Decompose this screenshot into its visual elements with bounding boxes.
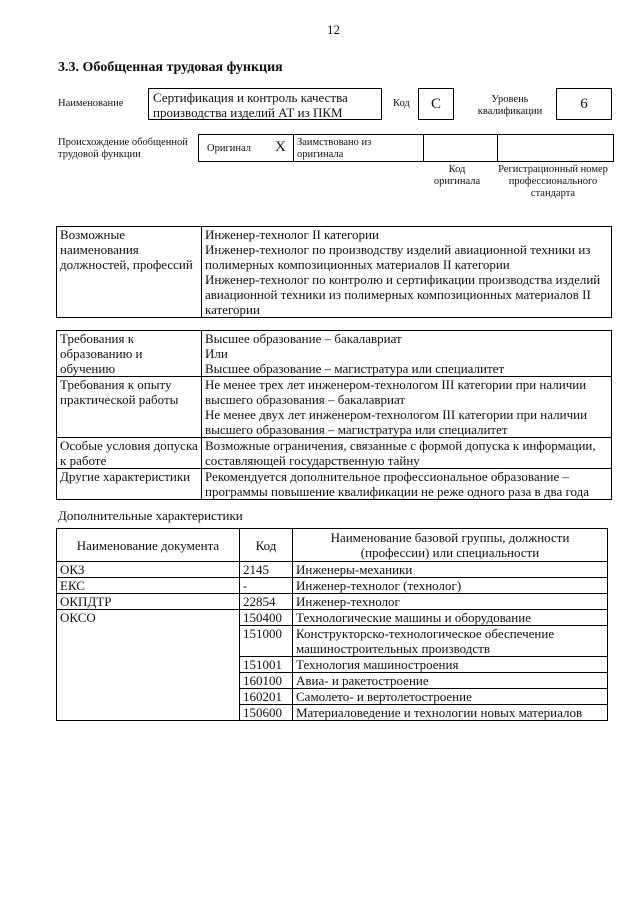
position-line: полимерных композиционных материалов II категории [205, 257, 510, 272]
additional-header-row [57, 529, 608, 562]
position-line: Инженер-технолог по контролю и сертификации производства изделий [205, 272, 601, 287]
requirement-row [57, 377, 612, 438]
original-mark: X [275, 139, 286, 155]
row-code: - [240, 578, 293, 594]
code-original-caption: Код оригинала [433, 164, 481, 187]
row-name: Инженер-технолог (технолог) [293, 578, 608, 594]
original-label: Оригинал [207, 143, 251, 154]
additional-table [56, 528, 608, 721]
row-document: ОКПДТР [57, 594, 240, 610]
row-name: Технологические машины и оборудование [293, 610, 608, 626]
row-name: Конструкторско-технологическое обеспечение машиностроительных производств [293, 626, 608, 657]
requirement-line: составляющей государственную тайну [205, 453, 420, 468]
requirement-line: Не менее трех лет инженером-технологом III категории при наличии [205, 377, 587, 392]
header-name: Наименование базовой группы, должности (профессии) или специальности [293, 529, 608, 562]
page-number: 12 [327, 22, 340, 37]
row-name: Авиа- и ракетостроение [293, 673, 608, 689]
row-code: 150600 [240, 705, 293, 721]
reg-number-caption: Регистрационный номер профессионального стандарта [498, 164, 608, 199]
level-label: Уровень квалификации [477, 94, 543, 117]
additional-title: Дополнительные характеристики [58, 508, 243, 523]
row-name: Материаловедение и технологии новых материалов [293, 705, 608, 721]
position-line: авиационной техники из полимерных композиционных материалов II [205, 287, 591, 302]
level-value: 6 [556, 88, 612, 120]
row-name: Самолето- и вертолетостроение [293, 689, 608, 705]
row-name: Технология машиностроения [293, 657, 608, 673]
requirement-line: Высшее образование – бакалавриат [205, 331, 402, 346]
requirement-row [57, 469, 612, 500]
position-line: Инженер-технолог по производству изделий авиационной техники из [205, 242, 591, 257]
requirement-label: Особые условия допуска к работе [57, 438, 202, 469]
row-name: Инженер-технолог [293, 594, 608, 610]
row-code: 160100 [240, 673, 293, 689]
requirement-line: Или [205, 346, 228, 361]
positions-table [56, 226, 612, 318]
requirement-line: Не менее двух лет инженером-технологом III категории при наличии [205, 407, 588, 422]
header-document: Наименование документа [57, 529, 240, 562]
positions-values [202, 227, 612, 318]
borrowed-label: Заимствовано из оригинала [297, 137, 372, 160]
requirement-row [57, 331, 612, 377]
row-document: ЕКС [57, 578, 240, 594]
name-label: Наименование [58, 98, 124, 109]
code-value: C [418, 88, 454, 120]
row-code: 150400 [240, 610, 293, 626]
requirement-line: Возможные ограничения, связанные с формой допуска к информации, [205, 438, 596, 453]
row-code: 2145 [240, 562, 293, 578]
row-document: ОКЗ [57, 562, 240, 578]
requirement-line: Высшее образование – магистратура или специалитет [205, 361, 505, 376]
name-value: Сертификация и контроль качества производства изделий АТ из ПКМ [148, 88, 382, 120]
requirement-row [57, 438, 612, 469]
requirement-line: Рекомендуется дополнительное профессиональное образование – [205, 469, 570, 484]
code-label: Код [393, 98, 410, 109]
row-code: 22854 [240, 594, 293, 610]
requirement-value [202, 377, 612, 438]
section-title: 3.3. Обобщенная трудовая функция [58, 60, 283, 75]
requirement-value [202, 469, 612, 500]
requirement-label: Требования к образованию и обучению [57, 331, 202, 377]
requirement-line: программы повышение квалификации не реже одного раза в два года [205, 484, 590, 499]
row-name: Инженеры-механики [293, 562, 608, 578]
origin-label: Происхождение обобщенной трудовой функции [58, 137, 188, 160]
row-code: 151001 [240, 657, 293, 673]
requirement-value [202, 438, 612, 469]
row-code: 160201 [240, 689, 293, 705]
additional-row [57, 610, 608, 626]
position-line: категории [205, 302, 260, 317]
requirement-line: высшего образования – бакалавриат [205, 392, 406, 407]
positions-label: Возможные наименования должностей, профессий [57, 227, 202, 318]
header-code: Код [240, 529, 293, 562]
requirement-line: высшего образования – магистратура или специалитет [205, 422, 508, 437]
position-line: Инженер-технолог II категории [205, 227, 379, 242]
requirement-value [202, 331, 612, 377]
additional-row [57, 594, 608, 610]
requirement-label: Другие характеристики [57, 469, 202, 500]
additional-row [57, 578, 608, 594]
additional-row [57, 562, 608, 578]
row-document: ОКСО [57, 610, 240, 721]
row-code: 151000 [240, 626, 293, 657]
requirement-label: Требования к опыту практической работы [57, 377, 202, 438]
requirements-table [56, 330, 612, 500]
origin-box [198, 134, 614, 162]
